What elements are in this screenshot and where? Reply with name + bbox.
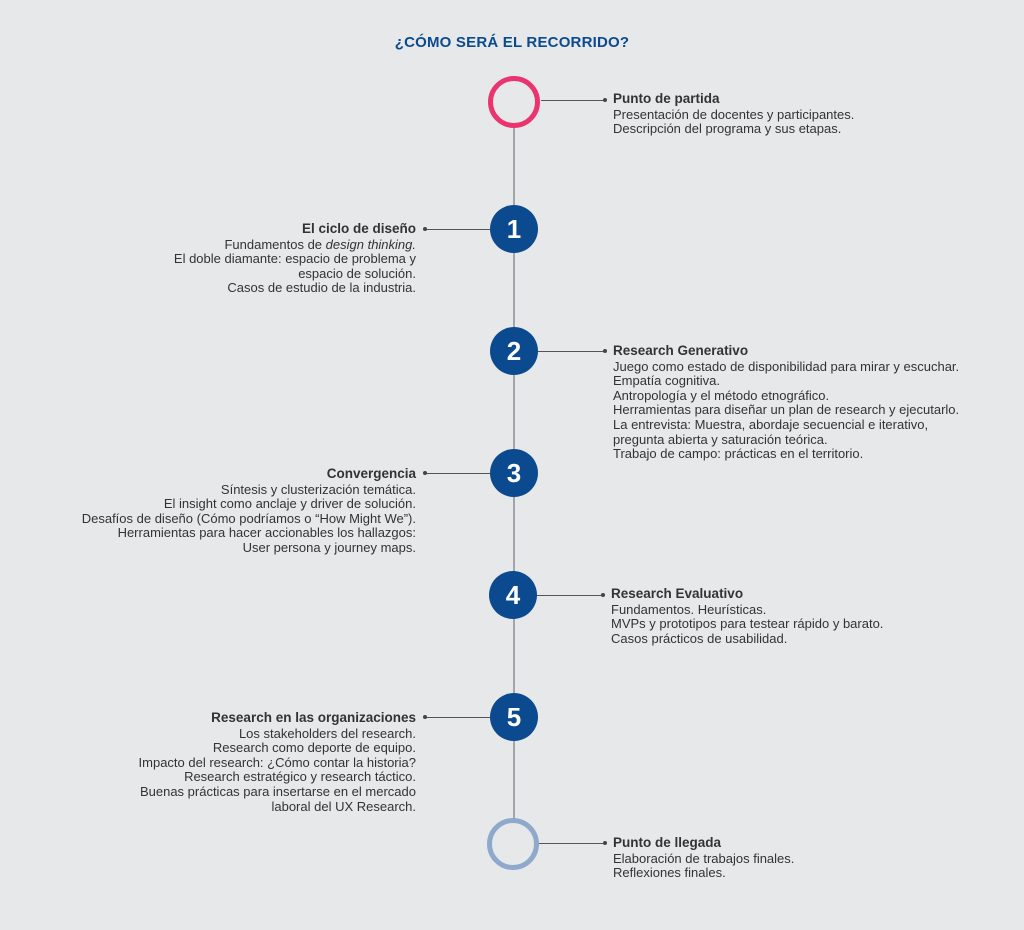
- stage-line: Desafíos de diseño (Cómo podríamos o “How Might We”).: [81, 510, 416, 526]
- stage-2-text: [613, 344, 959, 462]
- step-4-marker: 4: [489, 571, 537, 619]
- stage-line: Reflexiones finales.: [613, 865, 726, 881]
- stage-3-text: [82, 467, 416, 556]
- stage-line: Impacto del research: ¿Cómo contar la historia?: [138, 754, 416, 770]
- step-3-marker: 3: [490, 449, 538, 497]
- stage-line: Research estratégico y research táctico.: [184, 769, 416, 785]
- stage-line: Research como deporte de equipo.: [212, 740, 416, 756]
- stage-line: Trabajo de campo: prácticas en el territorio.: [613, 446, 864, 462]
- stage-4-text: [611, 587, 883, 646]
- connector-4: [537, 595, 603, 596]
- stage-line: Fundamentos. Heurísticas.: [611, 601, 767, 617]
- stage-line: Síntesis y clusterización temática.: [220, 481, 416, 497]
- step-5-marker: 5: [490, 693, 538, 741]
- stage-line: [174, 238, 416, 253]
- stage-start-text: [613, 92, 854, 137]
- connector-dot: [603, 98, 607, 102]
- connector-dot: [423, 715, 427, 719]
- stage-heading: Research en las organizaciones: [211, 710, 416, 725]
- stage-line: Casos prácticos de usabilidad.: [611, 630, 788, 646]
- stage-line: Juego como estado de disponibilidad para mirar y escuchar.: [613, 358, 960, 374]
- stage-heading: Research Generativo: [613, 343, 749, 358]
- end-point-marker: [487, 818, 539, 870]
- step-2-marker: 2: [490, 327, 538, 375]
- connector-start: [541, 100, 605, 101]
- connector-dot: [423, 227, 427, 231]
- stage-line: Los stakeholders del research.: [238, 725, 416, 741]
- connector-dot: [603, 349, 607, 353]
- stage-line: El doble diamante: espacio de problema y: [173, 251, 416, 267]
- connector-dot: [601, 593, 605, 597]
- page-title: ¿CÓMO SERÁ EL RECORRIDO?: [394, 34, 630, 51]
- stage-1-text: [174, 222, 416, 296]
- start-point-marker: [488, 76, 540, 128]
- stage-heading: Convergencia: [326, 466, 416, 481]
- stage-line: Buenas prácticas para insertarse en el mercado: [139, 783, 416, 799]
- stage-line-italic: design thinking.: [325, 236, 416, 252]
- stage-line: pregunta abierta y saturación teórica.: [613, 431, 828, 447]
- connector-3: [425, 473, 490, 474]
- stage-5-text: [139, 711, 416, 814]
- connector-end: [539, 843, 605, 844]
- stage-line: User persona y journey maps.: [242, 539, 416, 555]
- stage-heading: El ciclo de diseño: [301, 221, 416, 236]
- stage-line: La entrevista: Muestra, abordaje secuencial e iterativo,: [613, 416, 929, 432]
- stage-line: Elaboración de trabajos finales.: [613, 850, 795, 866]
- connector-5: [425, 717, 490, 718]
- stage-line: Presentación de docentes y participantes.: [613, 106, 855, 122]
- stage-end-text: [613, 836, 794, 881]
- stage-line: El insight como anclaje y driver de solución.: [163, 496, 416, 512]
- stage-line: espacio de solución.: [298, 265, 416, 281]
- stage-line: Herramientas para hacer accionables los hallazgos:: [117, 525, 416, 541]
- connector-dot: [423, 471, 427, 475]
- step-1-marker: 1: [490, 205, 538, 253]
- stage-line: laboral del UX Research.: [271, 798, 416, 814]
- stage-line: Descripción del programa y sus etapas.: [613, 121, 842, 137]
- connector-1: [425, 229, 490, 230]
- stage-heading: Research Evaluativo: [611, 586, 744, 601]
- stage-heading: Punto de llegada: [613, 835, 722, 850]
- stage-line-prefix: Fundamentos de: [224, 236, 326, 252]
- stage-line: Casos de estudio de la industria.: [227, 280, 416, 296]
- stage-line: MVPs y prototipos para testear rápido y barato.: [611, 616, 884, 632]
- connector-dot: [603, 841, 607, 845]
- stage-line: Antropología y el método etnográfico.: [613, 387, 830, 403]
- connector-2: [538, 351, 605, 352]
- stage-line: Herramientas para diseñar un plan de research y ejecutarlo.: [613, 402, 960, 418]
- stage-heading: Punto de partida: [613, 91, 720, 106]
- stage-line: Empatía cognitiva.: [613, 373, 720, 389]
